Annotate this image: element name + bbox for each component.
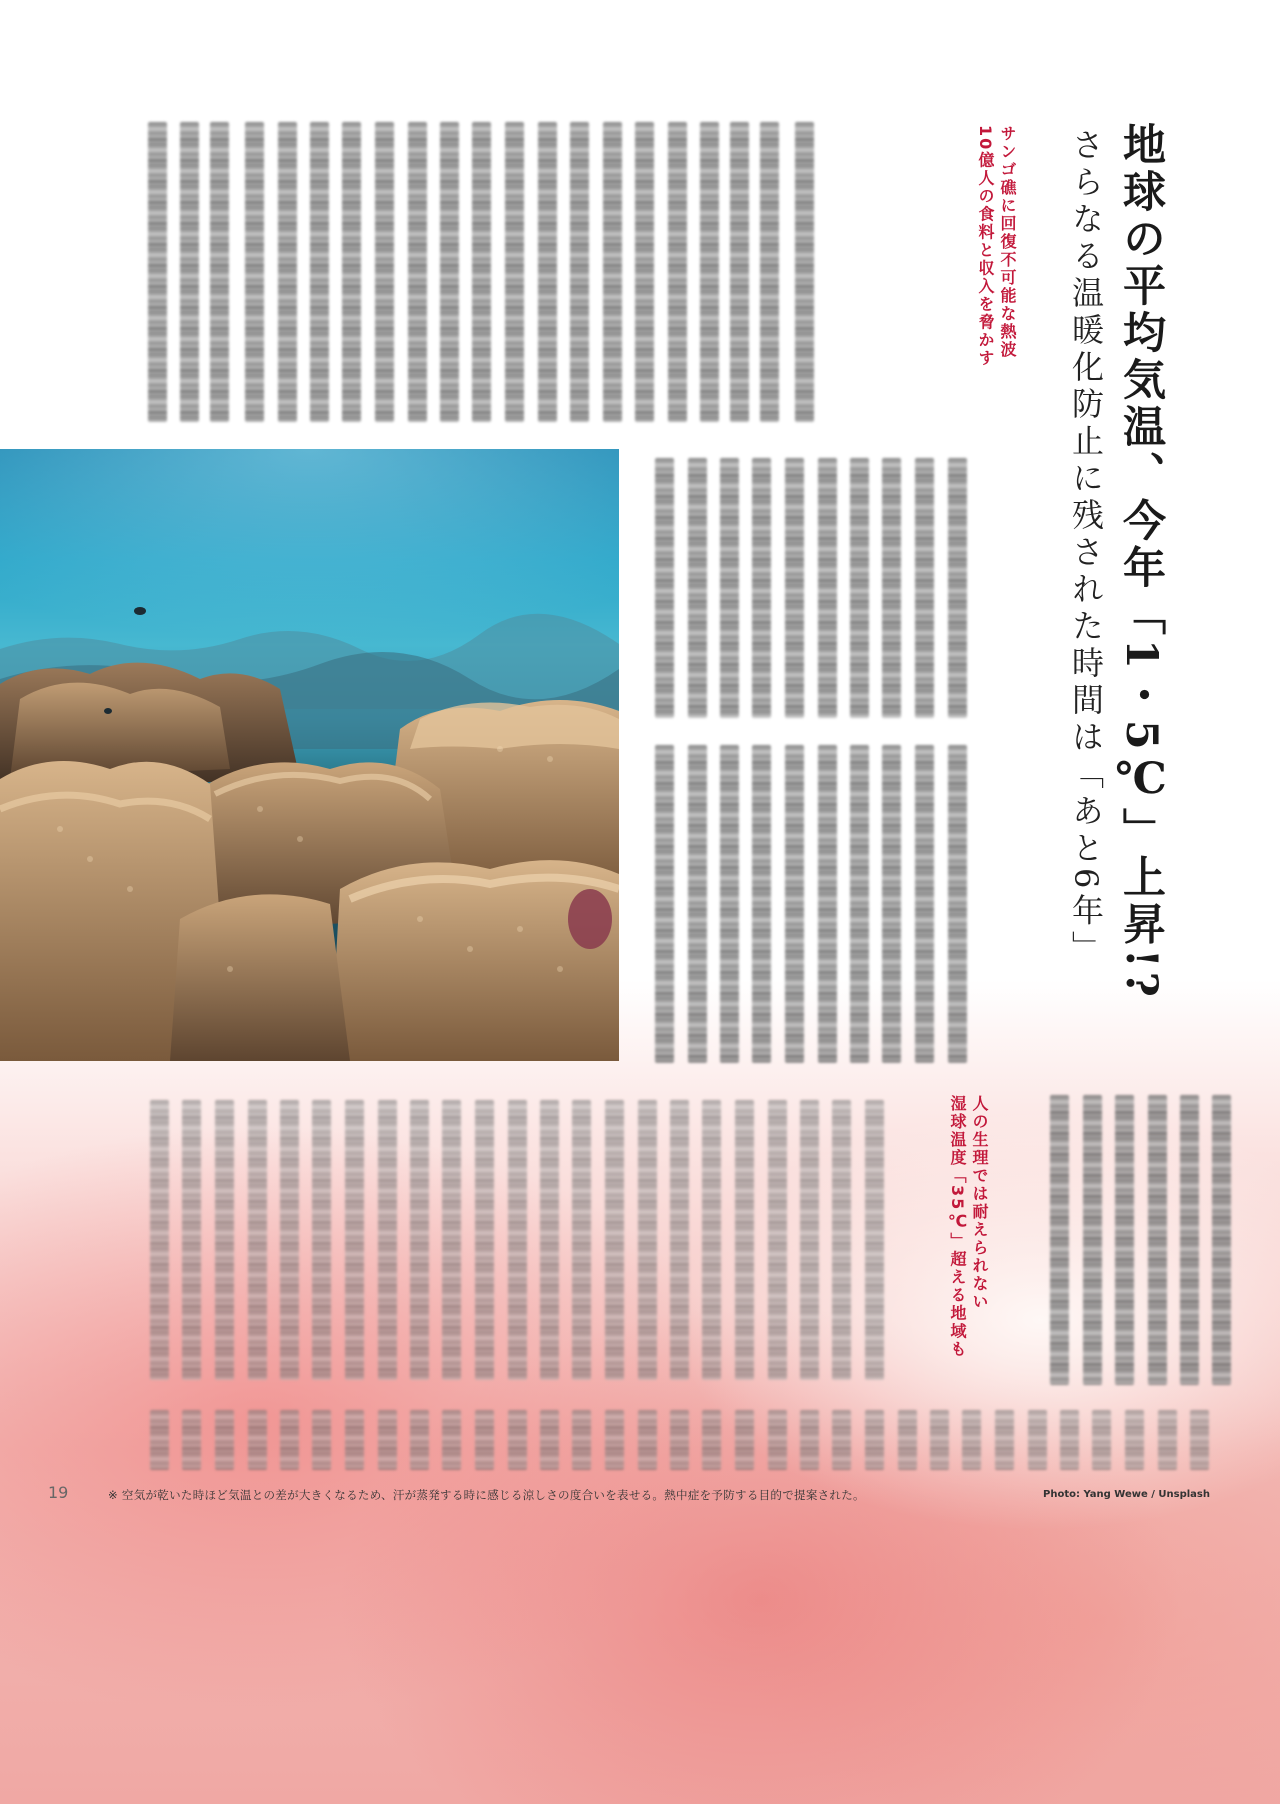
body-text-column <box>215 1100 234 1380</box>
body-text-column <box>898 1410 917 1470</box>
body-text-column <box>1125 1410 1144 1470</box>
body-text-column <box>210 122 229 422</box>
body-text-column <box>278 122 297 422</box>
body-text-column <box>248 1410 267 1470</box>
section-heading-coral <box>974 125 1018 367</box>
body-text-column <box>655 458 674 718</box>
body-text-column <box>248 1100 267 1380</box>
body-text-column <box>182 1100 201 1380</box>
body-text-column <box>378 1410 397 1470</box>
body-text-column <box>345 1410 364 1470</box>
body-text-column <box>850 458 869 718</box>
body-text-column <box>638 1410 657 1470</box>
body-text-column <box>1028 1410 1047 1470</box>
body-text-column <box>832 1100 851 1380</box>
body-text-column <box>735 1100 754 1380</box>
section-heading-line: 10億人の食料と収入を脅かす <box>976 125 995 368</box>
body-text-column <box>540 1410 559 1470</box>
body-text-column <box>605 1410 624 1470</box>
body-text-column <box>752 458 771 718</box>
body-text-column <box>948 745 967 1063</box>
body-text-column <box>800 1100 819 1380</box>
section-heading-line: 湿球温度「35℃」超える地域も <box>948 1095 967 1359</box>
body-text-column <box>475 1100 494 1380</box>
body-text-column <box>1148 1095 1167 1385</box>
body-text-column <box>310 122 329 422</box>
body-text-column <box>948 458 967 718</box>
body-text-column <box>785 745 804 1063</box>
body-text-column <box>735 1410 754 1470</box>
body-text-column <box>148 122 167 422</box>
body-text-column <box>688 745 707 1063</box>
body-text-column <box>1115 1095 1134 1385</box>
body-text-column <box>280 1100 299 1380</box>
body-text-column <box>1190 1410 1209 1470</box>
body-text-column <box>752 745 771 1063</box>
body-text-column <box>760 122 779 422</box>
body-text-column <box>215 1410 234 1470</box>
body-text-column <box>280 1410 299 1470</box>
body-text-column <box>540 1100 559 1380</box>
body-text-column <box>538 122 557 422</box>
body-text-column <box>342 122 361 422</box>
body-text-column <box>472 122 491 422</box>
body-text-column <box>440 122 459 422</box>
body-text-column <box>768 1100 787 1380</box>
body-text-column <box>378 1100 397 1380</box>
body-text-column <box>572 1410 591 1470</box>
section-heading-line: サンゴ礁に回復不可能な熱波 <box>998 125 1017 359</box>
body-text-column <box>1212 1095 1231 1385</box>
body-text-column <box>570 122 589 422</box>
body-text-column <box>882 745 901 1063</box>
body-text-column <box>730 122 749 422</box>
subheadline: さらなる温暖化防止に残された時間は「あと6年」 <box>1067 128 1105 968</box>
body-text-column <box>962 1410 981 1470</box>
coral-reef-photo <box>0 449 619 1061</box>
body-text-column <box>688 458 707 718</box>
footnote: ※ 空気が乾いた時ほど気温との差が大きくなるため、汗が蒸発する時に感じる涼しさの度合いを表せる。熱中症を予防する目的で提案された。 <box>108 1488 865 1502</box>
body-text-column <box>1050 1095 1069 1385</box>
body-text-column <box>345 1100 364 1380</box>
body-text-column <box>508 1410 527 1470</box>
body-text-column <box>915 458 934 718</box>
body-text-column <box>865 1410 884 1470</box>
body-text-column <box>245 122 264 422</box>
body-text-column <box>720 458 739 718</box>
body-text-column <box>668 122 687 422</box>
body-text-column <box>638 1100 657 1380</box>
page-number: 19 <box>48 1483 69 1502</box>
body-text-column <box>795 122 814 422</box>
body-text-column <box>475 1410 494 1470</box>
body-text-column <box>442 1100 461 1380</box>
body-text-column <box>818 458 837 718</box>
body-text-column <box>1083 1095 1102 1385</box>
body-text-column <box>832 1410 851 1470</box>
body-text-column <box>410 1100 429 1380</box>
body-text-column <box>150 1410 169 1470</box>
body-text-column <box>702 1410 721 1470</box>
body-text-column <box>930 1410 949 1470</box>
body-text-column <box>720 745 739 1063</box>
body-text-column <box>312 1410 331 1470</box>
body-text-column <box>882 458 901 718</box>
body-text-column <box>508 1100 527 1380</box>
body-text-column <box>375 122 394 422</box>
body-text-column <box>670 1100 689 1380</box>
photo-credit: Photo: Yang Wewe / Unsplash <box>1043 1489 1210 1500</box>
body-text-column <box>655 745 674 1063</box>
section-heading-wet-bulb <box>946 1095 990 1358</box>
body-text-column <box>785 458 804 718</box>
body-text-column <box>603 122 622 422</box>
body-text-column <box>700 122 719 422</box>
body-text-column <box>915 745 934 1063</box>
body-text-column <box>312 1100 331 1380</box>
body-text-column <box>850 745 869 1063</box>
body-text-column <box>1180 1095 1199 1385</box>
body-text-column <box>180 122 199 422</box>
body-text-column <box>442 1410 461 1470</box>
body-text-column <box>865 1100 884 1380</box>
body-text-column <box>182 1410 201 1470</box>
body-text-column <box>818 745 837 1063</box>
body-text-column <box>635 122 654 422</box>
headline: 地球の平均気温、今年「1・5℃」上昇!? <box>1116 122 1166 1001</box>
body-text-column <box>605 1100 624 1380</box>
section-heading-line: 人の生理では耐えられない <box>970 1095 989 1311</box>
body-text-column <box>1092 1410 1111 1470</box>
body-text-column <box>670 1410 689 1470</box>
body-text-column <box>800 1410 819 1470</box>
body-text-column <box>505 122 524 422</box>
body-text-column <box>572 1100 591 1380</box>
body-text-column <box>1158 1410 1177 1470</box>
body-text-column <box>702 1100 721 1380</box>
body-text-column <box>410 1410 429 1470</box>
body-text-column <box>150 1100 169 1380</box>
body-text-column <box>768 1410 787 1470</box>
body-text-column <box>408 122 427 422</box>
body-text-column <box>995 1410 1014 1470</box>
body-text-column <box>1060 1410 1079 1470</box>
